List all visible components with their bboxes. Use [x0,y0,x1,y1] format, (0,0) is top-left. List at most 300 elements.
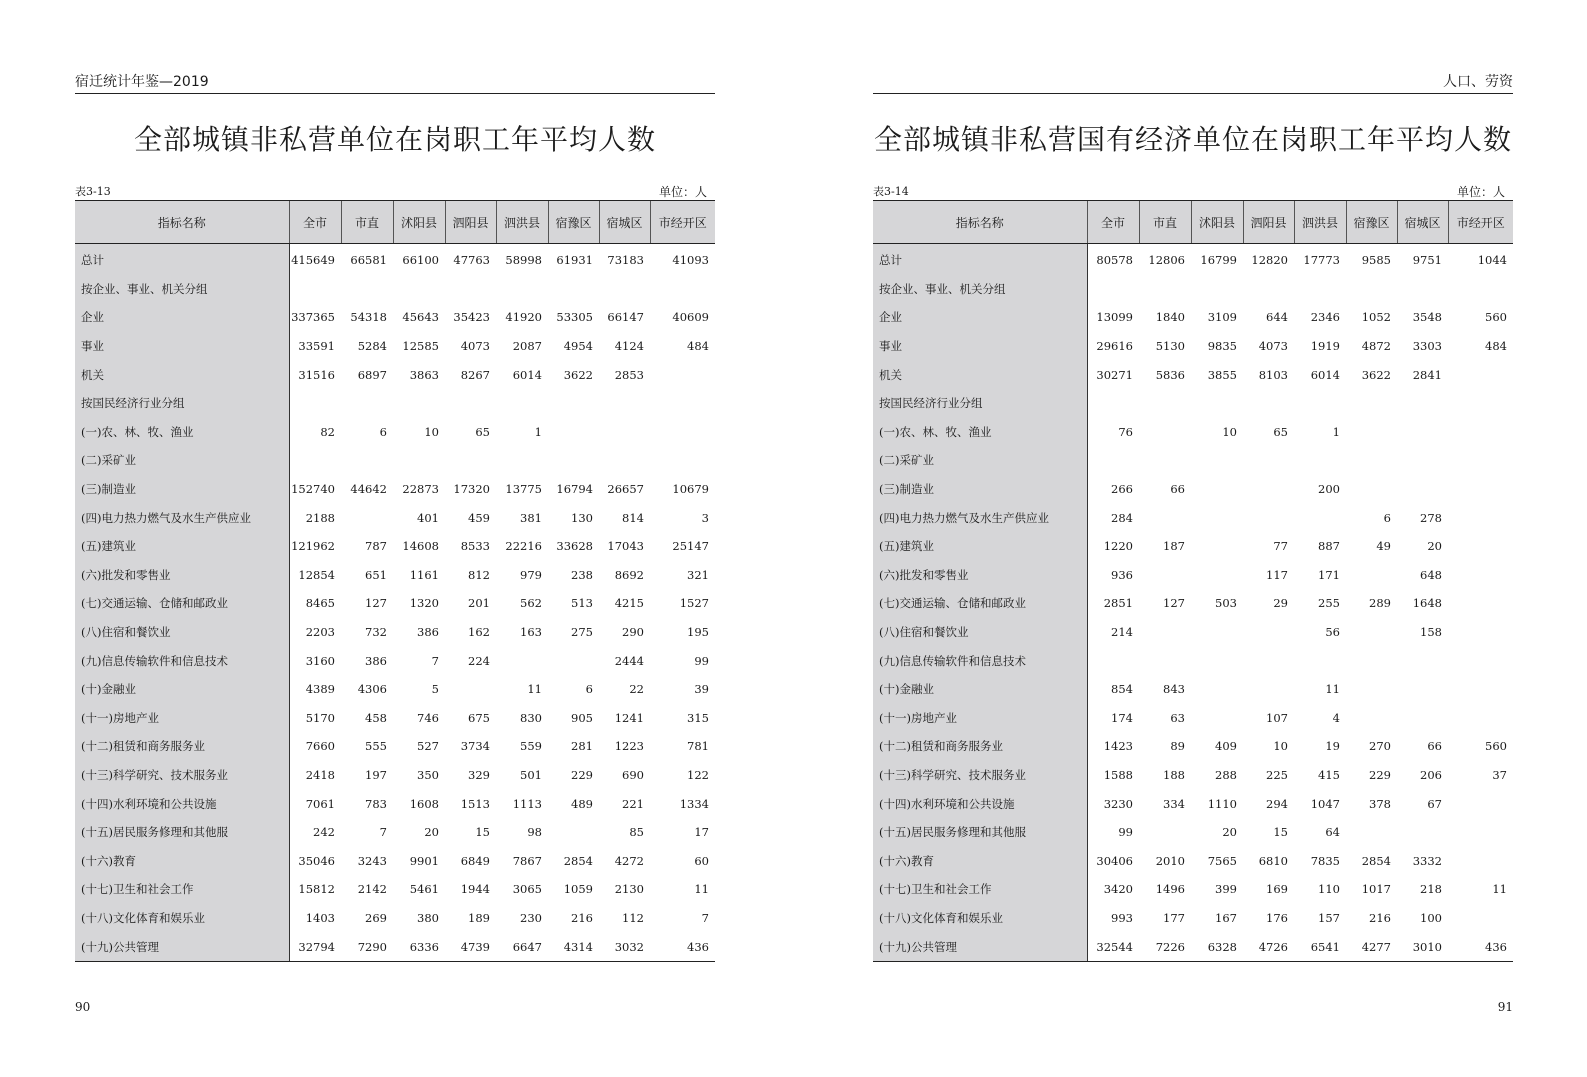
data-cell: 41093 [672,253,709,268]
data-cell: 15 [475,825,490,840]
data-cell: 99 [1118,825,1133,840]
data-cell [1346,818,1397,847]
data-cell: 289 [1369,596,1391,611]
data-cell [1448,904,1513,933]
row-label: 事业 [75,332,289,361]
table-row [873,303,1513,332]
column-header: 沭阳县 [393,201,445,244]
data-cell: 436 [1448,932,1513,961]
data-cell [650,446,715,475]
data-cell: 66100 [402,253,439,268]
data-cell: 8692 [614,567,644,582]
table-row [75,646,715,675]
data-cell: 158 [1420,625,1442,640]
data-cell: 7 [379,825,387,840]
data-cell: 337365 [291,310,335,325]
data-cell: 31516 [298,367,335,382]
table-number: 表3-13 [75,185,111,198]
table-row [873,932,1513,961]
data-cell [1191,503,1243,532]
data-cell [1139,618,1191,647]
data-cell [1346,446,1397,475]
data-cell: 2203 [305,625,335,640]
data-cell [599,446,650,475]
data-cell: 188 [1163,767,1185,782]
data-cell [1346,389,1397,418]
data-cell [1397,418,1448,447]
data-cell: 10 [424,424,439,439]
data-cell [1139,561,1191,590]
data-cell [1346,646,1397,675]
row-label: (八)住宿和餐饮业 [75,618,289,647]
data-cell: 11 [1492,882,1507,897]
data-cell: 1527 [679,596,709,611]
table-meta [873,183,1513,199]
data-cell [289,389,341,418]
data-cell: 122 [687,767,709,782]
data-cell: 5284 [357,339,387,354]
data-cell: 7061 [305,796,335,811]
data-cell: 127 [365,596,387,611]
data-cell: 152740 [291,482,335,497]
data-cell [1139,275,1191,304]
data-cell: 329 [468,767,490,782]
data-cell: 77 [1273,539,1288,554]
row-label: (二)采矿业 [873,446,1087,475]
data-cell: 30271 [1096,367,1133,382]
data-cell: 19 [1325,739,1340,754]
data-cell: 32544 [1087,932,1139,961]
data-cell: 2142 [357,882,387,897]
data-cell: 66581 [350,253,387,268]
data-cell: 501 [520,767,542,782]
column-header: 全市 [1087,201,1139,244]
unit-label: 单位：人 [1456,185,1505,199]
data-cell: 5130 [1155,339,1185,354]
data-cell: 17 [694,825,709,840]
data-cell: 3065 [512,882,542,897]
table-row [873,789,1513,818]
data-cell: 12854 [298,567,335,582]
row-label: (九)信息传输软件和信息技术 [75,646,289,675]
data-cell: 1588 [1103,767,1133,782]
data-cell [1448,618,1513,647]
data-cell: 4872 [1361,339,1391,354]
data-cell: 7660 [305,739,335,754]
data-cell: 887 [1318,539,1340,554]
data-cell: 2188 [305,510,335,525]
data-cell [1448,360,1513,389]
data-cell: 459 [468,510,490,525]
data-cell: 399 [1215,882,1237,897]
column-header: 宿城区 [599,201,650,244]
data-cell: 40609 [672,310,709,325]
data-cell: 1059 [563,882,593,897]
data-cell: 163 [520,625,542,640]
data-cell [1346,618,1397,647]
column-header: 市直 [341,201,393,244]
data-cell [1448,818,1513,847]
data-cell [1243,675,1294,704]
data-cell [1243,475,1294,504]
row-label: (十)金融业 [873,675,1087,704]
table-row [873,904,1513,933]
data-cell: 378 [1369,796,1391,811]
data-cell: 174 [1111,710,1133,725]
data-cell: 169 [1266,882,1288,897]
row-label: (十三)科学研究、技术服务业 [873,761,1087,790]
data-cell: 9835 [1207,339,1237,354]
data-cell: 651 [365,567,387,582]
data-cell: 11 [527,682,542,697]
data-cell [599,418,650,447]
data-cell: 66 [1427,739,1442,754]
data-cell: 33628 [556,539,593,554]
data-cell: 503 [1215,596,1237,611]
data-cell: 45643 [402,310,439,325]
data-cell: 3032 [599,932,650,961]
data-cell: 1110 [1207,796,1237,811]
data-cell: 1648 [1412,596,1442,611]
data-cell: 4739 [445,932,496,961]
data-cell: 4389 [305,682,335,697]
data-cell: 812 [468,567,490,582]
row-label: (二)采矿业 [75,446,289,475]
data-cell: 225 [1266,767,1288,782]
data-cell: 409 [1215,739,1237,754]
data-cell: 99 [694,653,709,668]
data-cell: 266 [1111,482,1133,497]
data-cell [548,818,599,847]
data-cell [1448,646,1513,675]
table-row [873,761,1513,790]
data-cell: 176 [1266,910,1288,925]
table-row [873,618,1513,647]
data-cell [1087,389,1139,418]
table-row [75,704,715,733]
data-cell: 1220 [1103,539,1133,554]
row-label: (十一)房地产业 [873,704,1087,733]
row-label: (四)电力热力燃气及水生产供应业 [75,503,289,532]
data-cell: 9751 [1412,253,1442,268]
data-cell [548,446,599,475]
table-meta [75,183,715,199]
data-cell: 1 [1332,424,1340,439]
data-cell: 66147 [607,310,644,325]
data-cell: 7867 [512,853,542,868]
data-cell: 6328 [1191,932,1243,961]
data-cell [1397,446,1448,475]
data-cell: 189 [468,910,490,925]
row-label: 企业 [873,303,1087,332]
row-label: (十九)公共管理 [873,932,1087,961]
data-cell: 177 [1163,910,1185,925]
page-title: 全部城镇非私营单位在岗职工年平均人数 [133,123,656,156]
data-cell [1243,618,1294,647]
data-cell: 5 [431,682,439,697]
table-row [873,503,1513,532]
data-cell [548,646,599,675]
data-cell [1243,646,1294,675]
data-cell: 157 [1318,910,1340,925]
data-cell [1448,704,1513,733]
data-cell: 3160 [305,653,335,668]
column-header: 泗洪县 [496,201,548,244]
table-row [75,904,715,933]
data-cell [1294,389,1346,418]
row-label: (十九)公共管理 [75,932,289,961]
data-cell: 6 [585,682,593,697]
data-cell: 242 [313,825,335,840]
data-cell: 112 [622,910,644,925]
table-row [75,303,715,332]
data-cell [1294,275,1346,304]
header-indicator-name: 指标名称 [873,201,1087,244]
table-row [873,561,1513,590]
data-cell [1087,275,1139,304]
data-cell [1139,418,1191,447]
data-cell: 35046 [298,853,335,868]
page-number: 90 [75,1000,91,1014]
data-cell: 6897 [357,367,387,382]
data-cell: 29 [1273,596,1288,611]
data-cell [393,446,445,475]
table-row [873,275,1513,304]
data-cell: 26657 [607,482,644,497]
table-row [75,732,715,761]
statistics-table [75,200,715,962]
data-cell [1346,704,1397,733]
row-label: (十五)居民服务修理和其他服 [75,818,289,847]
data-cell: 25147 [672,539,709,554]
row-label: (十八)文化体育和娱乐业 [873,904,1087,933]
data-cell [1397,675,1448,704]
data-cell [1294,646,1346,675]
data-cell: 690 [622,767,644,782]
column-header: 泗阳县 [445,201,496,244]
data-cell: 89 [1170,739,1185,754]
data-cell: 560 [1485,739,1507,754]
data-cell: 6 [1383,510,1391,525]
data-cell: 4124 [614,339,644,354]
data-cell [1087,646,1139,675]
page-title: 全部城镇非私营国有经济单位在岗职工年平均人数 [873,123,1512,156]
row-label: (十四)水利环境和公共设施 [75,789,289,818]
row-label: 机关 [75,360,289,389]
data-cell: 16794 [556,482,593,497]
data-cell: 49 [1376,539,1391,554]
data-cell: 60 [694,853,709,868]
data-cell: 1161 [409,567,439,582]
data-cell: 284 [1111,510,1133,525]
data-cell: 17320 [453,482,490,497]
data-cell [1448,532,1513,561]
column-header: 宿豫区 [1346,201,1397,244]
row-label: (九)信息传输软件和信息技术 [873,646,1087,675]
data-cell: 171 [1318,567,1340,582]
data-cell: 53305 [556,310,593,325]
data-cell: 98 [527,825,542,840]
table-row [873,475,1513,504]
data-cell: 1113 [512,796,542,811]
row-label: 按国民经济行业分组 [75,389,289,418]
table-row [873,360,1513,389]
data-cell: 15 [1273,825,1288,840]
column-header: 宿城区 [1397,201,1448,244]
data-cell: 66 [1170,482,1185,497]
data-cell: 65 [1273,424,1288,439]
data-cell [1346,561,1397,590]
table-row [75,618,715,647]
data-cell: 4277 [1346,932,1397,961]
row-label: (三)制造业 [75,475,289,504]
data-cell: 230 [520,910,542,925]
data-cell: 489 [571,796,593,811]
data-cell [1397,818,1448,847]
data-cell: 783 [365,796,387,811]
data-cell: 1334 [679,796,709,811]
data-cell [341,503,393,532]
data-cell [445,389,496,418]
data-cell: 281 [571,739,593,754]
page-number: 91 [1497,1000,1513,1014]
header-indicator-name: 指标名称 [75,201,289,244]
data-cell: 11 [694,882,709,897]
table-row [75,846,715,875]
data-cell: 4306 [357,682,387,697]
data-cell [1448,589,1513,618]
table-number: 表3-14 [873,185,909,198]
data-cell: 16799 [1200,253,1237,268]
data-cell: 80578 [1096,253,1133,268]
data-cell: 315 [687,710,709,725]
data-cell [1294,446,1346,475]
data-cell: 229 [1369,767,1391,782]
data-cell: 1423 [1103,739,1133,754]
column-header: 泗洪县 [1294,201,1346,244]
data-cell: 386 [417,625,439,640]
data-cell: 6647 [496,932,548,961]
data-cell: 67 [1427,796,1442,811]
column-header: 沭阳县 [1191,201,1243,244]
data-cell [650,360,715,389]
table-row [75,446,715,475]
data-cell [1139,446,1191,475]
data-cell: 3855 [1207,367,1237,382]
data-cell: 2854 [1361,853,1391,868]
row-label: (五)建筑业 [873,532,1087,561]
table-row [75,389,715,418]
column-header: 市经开区 [650,201,715,244]
data-cell: 7 [701,910,709,925]
data-cell: 5170 [305,710,335,725]
data-cell: 22 [629,682,644,697]
data-cell [1243,446,1294,475]
row-label: (十二)租赁和商务服务业 [75,732,289,761]
table-row [75,360,715,389]
data-cell: 380 [417,910,439,925]
data-cell: 1223 [614,739,644,754]
data-cell [1448,418,1513,447]
data-cell: 6 [379,424,387,439]
data-cell: 3 [701,510,709,525]
row-label: (一)农、林、牧、渔业 [75,418,289,447]
data-cell: 216 [571,910,593,925]
data-cell [1397,275,1448,304]
data-cell: 1496 [1155,882,1185,897]
table-row [75,418,715,447]
data-cell: 2418 [305,767,335,782]
data-cell: 6849 [460,853,490,868]
data-cell: 8465 [305,596,335,611]
table-row [873,332,1513,361]
data-cell: 2853 [614,367,644,382]
data-cell [1448,475,1513,504]
table-row [75,561,715,590]
data-cell: 1840 [1155,310,1185,325]
column-header: 市经开区 [1448,201,1513,244]
table-row [873,732,1513,761]
data-cell: 12806 [1148,253,1185,268]
table-row [75,789,715,818]
row-label: (十二)租赁和商务服务业 [873,732,1087,761]
data-cell [1448,675,1513,704]
data-cell [1139,818,1191,847]
row-label: (十一)房地产业 [75,704,289,733]
data-cell: 255 [1318,596,1340,611]
data-cell: 224 [468,653,490,668]
data-cell: 386 [365,653,387,668]
data-cell: 8103 [1258,367,1288,382]
data-cell: 278 [1420,510,1442,525]
row-label: (七)交通运输、仓储和邮政业 [75,589,289,618]
data-cell: 4272 [614,853,644,868]
data-cell: 415649 [291,253,335,268]
table-header-row [75,201,715,244]
column-header: 全市 [289,201,341,244]
data-cell: 350 [417,767,439,782]
data-cell: 7226 [1139,932,1191,961]
data-cell: 381 [520,510,542,525]
data-cell: 15812 [298,882,335,897]
data-cell: 732 [365,625,387,640]
data-cell: 58998 [505,253,542,268]
data-cell: 73183 [607,253,644,268]
table-row [873,418,1513,447]
data-cell [289,446,341,475]
data-cell: 1320 [409,596,439,611]
data-cell: 76 [1118,424,1133,439]
data-cell: 905 [571,710,593,725]
data-cell [1191,389,1243,418]
row-label: (十六)教育 [873,846,1087,875]
data-cell: 216 [1369,910,1391,925]
data-cell [393,275,445,304]
data-cell [496,446,548,475]
row-label: (八)住宿和餐饮业 [873,618,1087,647]
table-row [75,589,715,618]
left-page [75,0,715,1077]
data-cell: 4 [1332,710,1340,725]
data-cell: 61931 [556,253,593,268]
data-cell: 2444 [614,653,644,668]
table-row [75,675,715,704]
data-cell: 4726 [1243,932,1294,961]
data-cell: 13775 [505,482,542,497]
table-header-row [873,201,1513,244]
data-cell [1397,475,1448,504]
data-cell [548,389,599,418]
